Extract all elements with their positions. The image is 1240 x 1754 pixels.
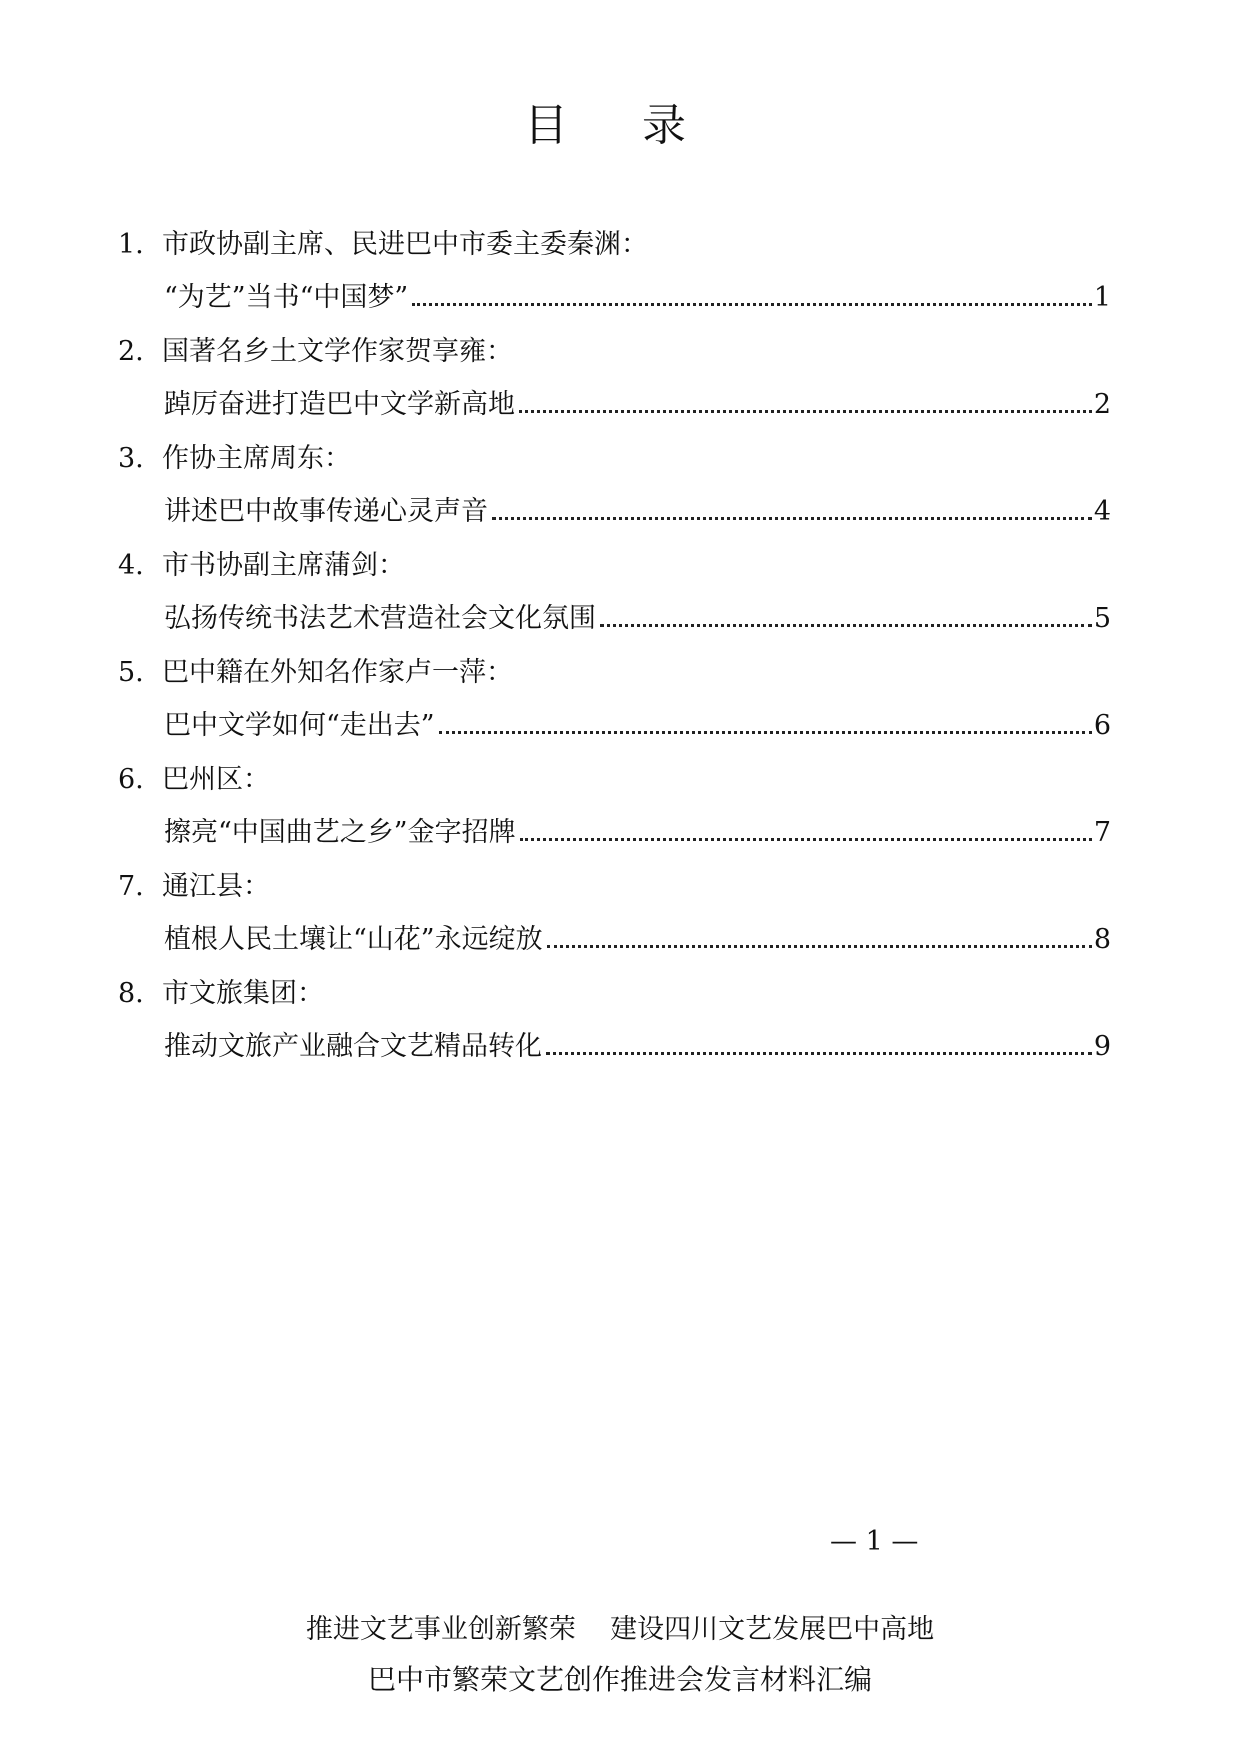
toc-number: 2.	[118, 336, 144, 367]
toc-heading-text: 市政协副主席、民进巴中市委主委秦渊：	[162, 229, 648, 260]
toc-leader-dots	[546, 1052, 1092, 1055]
toc-leader-dots	[520, 838, 1092, 841]
toc-entry[interactable]	[118, 753, 1111, 860]
toc-number: 6.	[118, 764, 144, 795]
toc-line	[164, 485, 1111, 539]
toc-subtitle: 擦亮“中国曲艺之乡”金字招牌	[164, 817, 516, 848]
toc-subtitle: 植根人民土壤让“山花”永远绽放	[164, 924, 543, 955]
toc-leader-dots	[439, 731, 1092, 734]
toc-heading-text: 巴中籍在外知名作家卢一萍：	[162, 657, 513, 688]
toc-page-number: 9	[1093, 1031, 1111, 1062]
toc-heading-text: 市文旅集团：	[162, 978, 324, 1009]
toc-page-number: 5	[1093, 603, 1111, 634]
toc-heading-text: 国著名乡土文学作家贺享雍：	[162, 336, 513, 367]
toc-subtitle: 推动文旅产业融合文艺精品转化	[164, 1031, 542, 1062]
toc-heading	[118, 325, 1111, 378]
toc-line	[164, 699, 1111, 753]
toc-entry[interactable]	[118, 646, 1111, 753]
toc-entry[interactable]	[118, 325, 1111, 432]
toc-subtitle: 弘扬传统书法艺术营造社会文化氛围	[164, 603, 596, 634]
toc-number: 3.	[118, 443, 144, 474]
toc-leader-dots	[600, 624, 1092, 627]
toc-entry[interactable]	[118, 860, 1111, 967]
toc-line	[164, 913, 1111, 967]
toc-entry[interactable]	[118, 539, 1111, 646]
toc-page-number: 8	[1093, 924, 1111, 955]
toc-heading	[118, 432, 1111, 485]
table-of-contents	[118, 218, 1111, 1074]
toc-heading	[118, 967, 1111, 1020]
toc-heading-text: 市书协副主席蒲剑：	[162, 550, 405, 581]
toc-subtitle: 巴中文学如何“走出去”	[164, 710, 435, 741]
toc-heading-text: 作协主席周东：	[162, 443, 351, 474]
toc-line	[164, 271, 1111, 325]
toc-leader-dots	[547, 945, 1092, 948]
toc-number: 7.	[118, 871, 144, 902]
toc-line	[164, 1020, 1111, 1074]
toc-entry[interactable]	[118, 432, 1111, 539]
toc-number: 8.	[118, 978, 144, 1009]
toc-heading-text: 通江县：	[162, 871, 270, 902]
toc-heading-text: 巴州区：	[162, 764, 270, 795]
toc-page-number: 2	[1093, 389, 1111, 420]
toc-line	[164, 592, 1111, 646]
toc-subtitle: 踔厉奋进打造巴中文学新高地	[164, 389, 515, 420]
toc-page-number: 1	[1093, 282, 1111, 313]
page-title: 目 录	[524, 100, 716, 151]
toc-number: 4.	[118, 550, 144, 581]
toc-leader-dots	[519, 410, 1092, 413]
toc-number: 5.	[118, 657, 144, 688]
toc-number: 1.	[118, 229, 144, 260]
toc-heading	[118, 753, 1111, 806]
toc-page-number: 6	[1093, 710, 1111, 741]
toc-leader-dots	[492, 517, 1092, 520]
toc-heading	[118, 646, 1111, 699]
toc-subtitle: 讲述巴中故事传递心灵声音	[164, 496, 488, 527]
toc-heading	[118, 860, 1111, 913]
toc-heading	[118, 218, 1111, 271]
toc-heading	[118, 539, 1111, 592]
toc-entry[interactable]	[118, 218, 1111, 325]
toc-page-number: 4	[1093, 496, 1111, 527]
toc-entry[interactable]	[118, 967, 1111, 1074]
page-number: — 1 —	[830, 1526, 919, 1557]
toc-line	[164, 378, 1111, 432]
toc-leader-dots	[412, 303, 1092, 306]
footer-slogan: 推进文艺事业创新繁荣 建设四川文艺发展巴中高地	[305, 1614, 935, 1645]
toc-subtitle: “为艺”当书“中国梦”	[164, 282, 409, 313]
footer-collection-title: 巴中市繁荣文艺创作推进会发言材料汇编	[367, 1663, 872, 1696]
toc-line	[164, 806, 1111, 860]
toc-page-number: 7	[1093, 817, 1111, 848]
